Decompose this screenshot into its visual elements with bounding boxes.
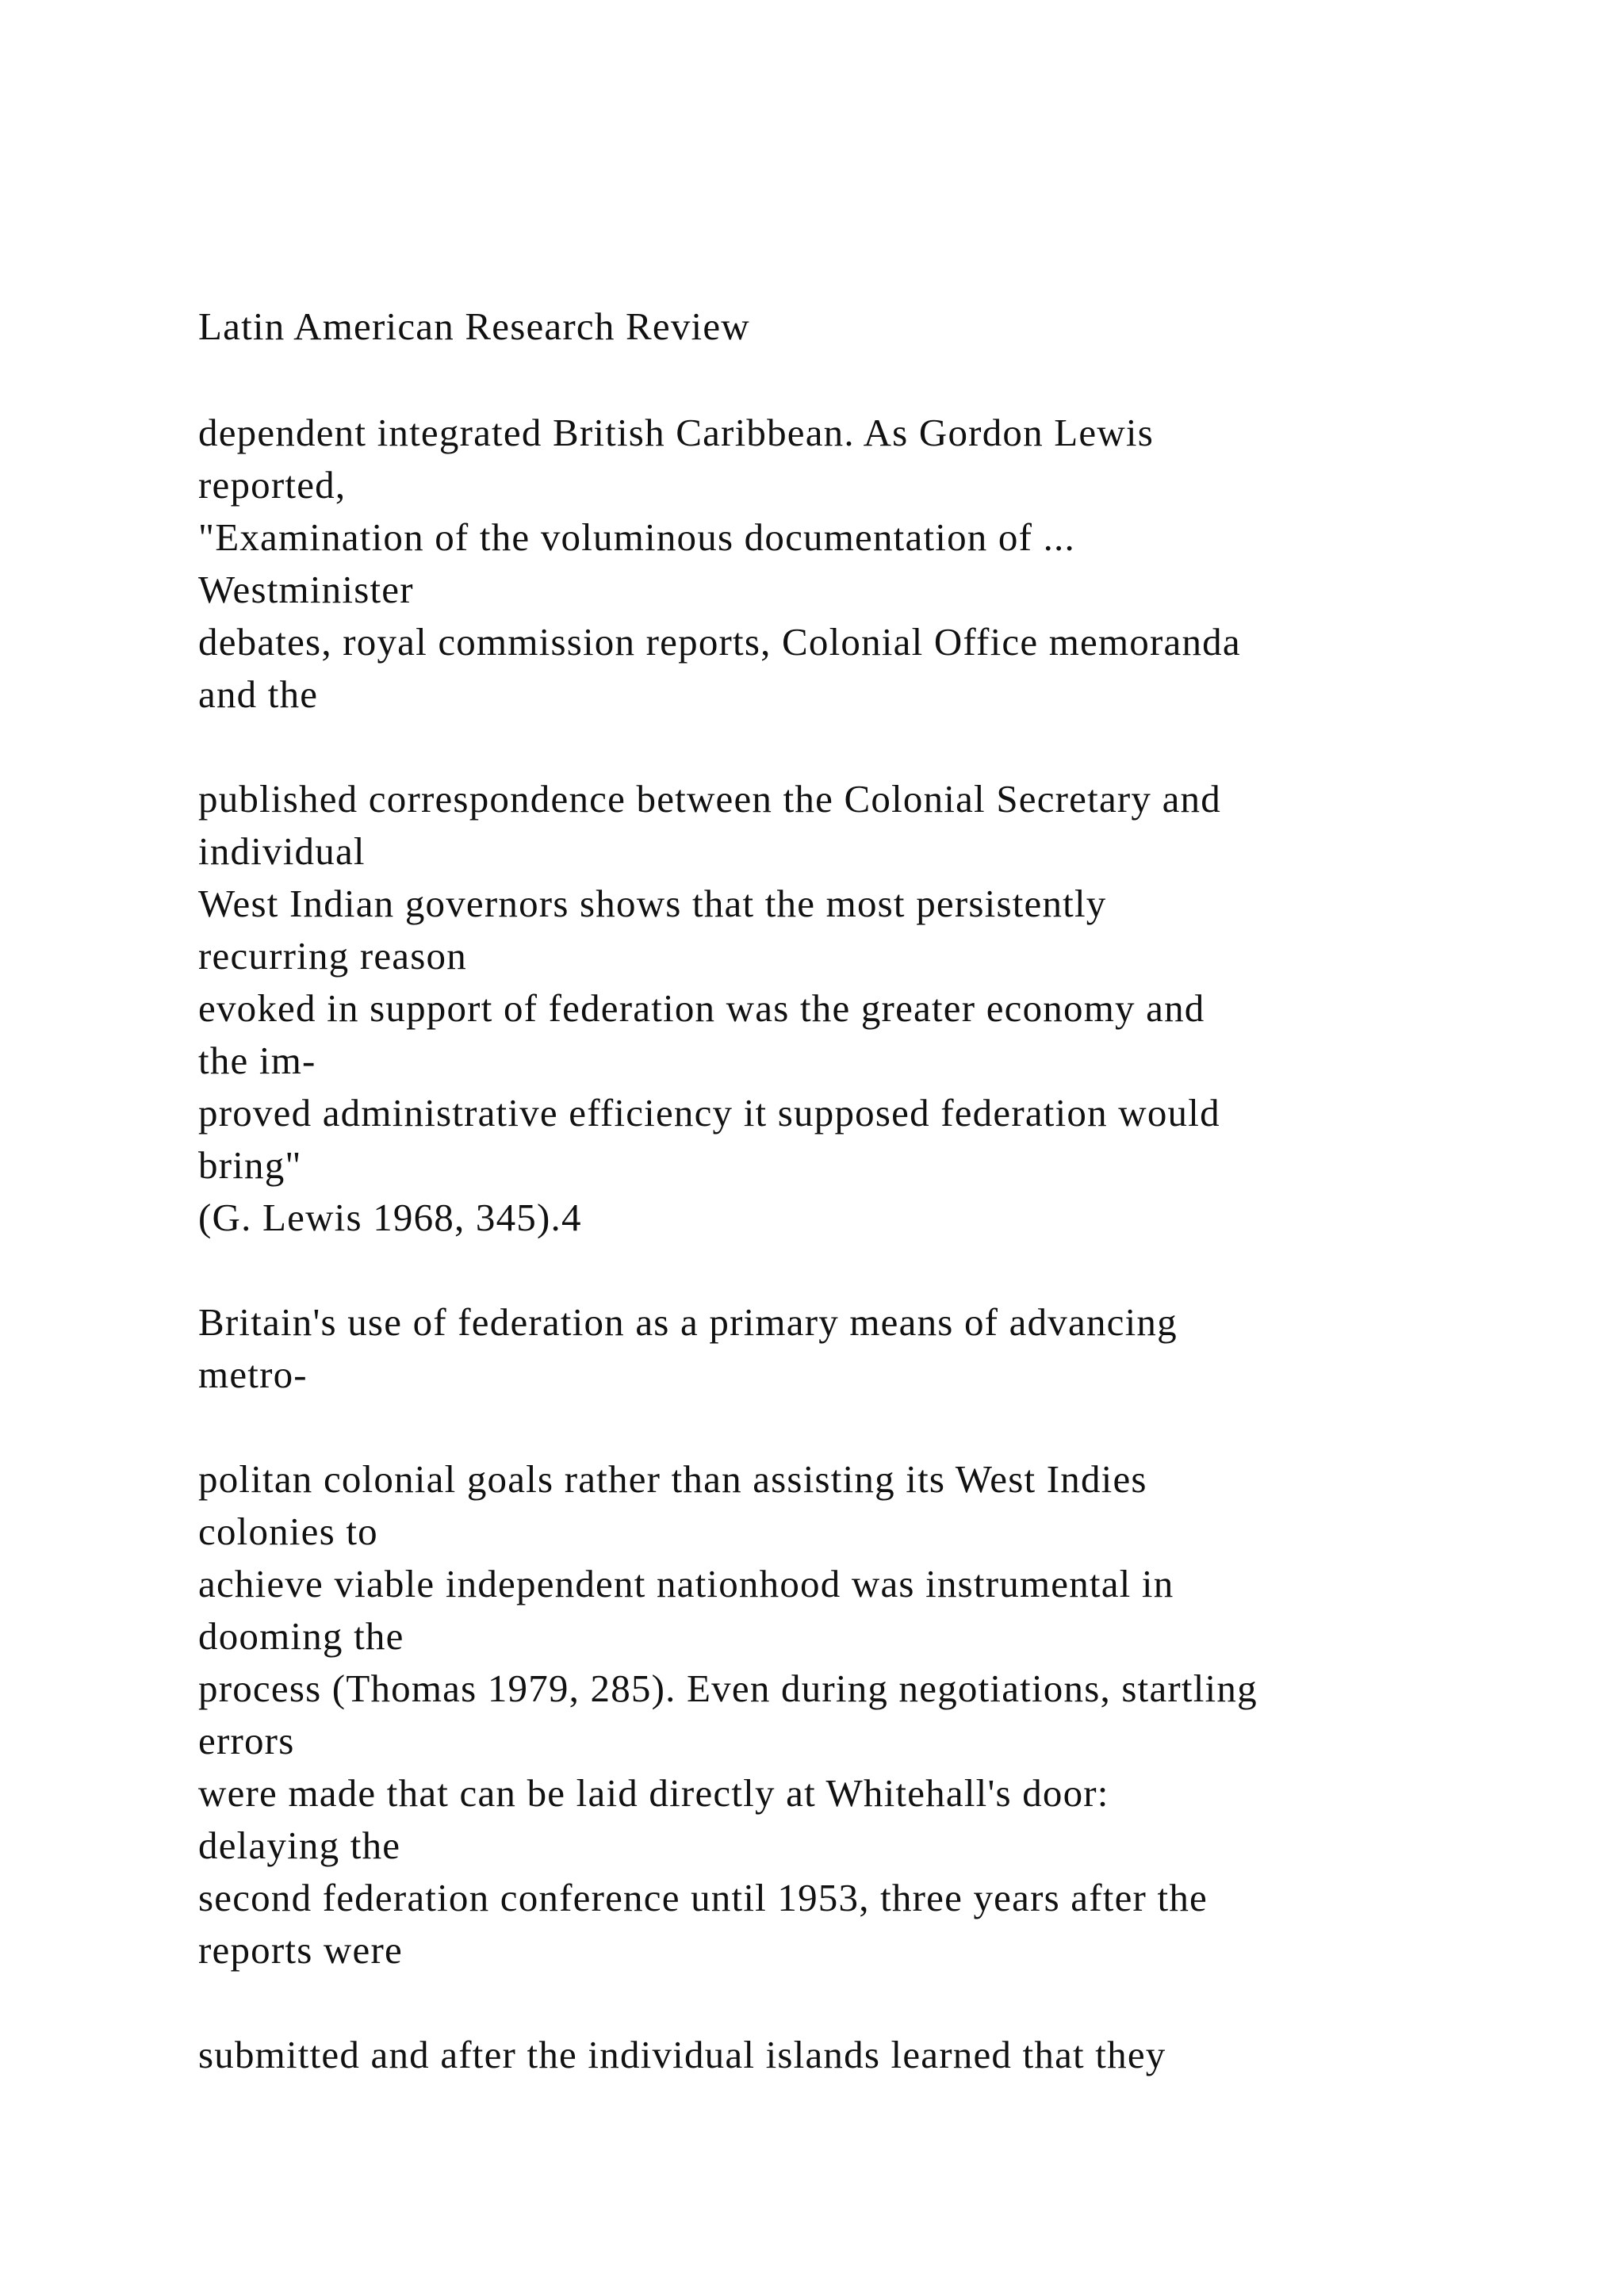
text-line: errors [198,1719,295,1762]
text-line: metro- [198,1353,308,1396]
text-line: West Indian governors shows that the most persistently [198,882,1107,925]
text-line: delaying the [198,1823,401,1867]
text-line: "Examination of the voluminous documentation of ... [198,515,1075,559]
text-line: published correspondence between the Colonial Secretary and [198,777,1221,821]
text-line: politan colonial goals rather than assisting its West Indies [198,1457,1147,1501]
text-line: submitted and after the individual islands learned that they [198,2033,1166,2076]
text-line: bring" [198,1143,302,1187]
text-line: the im- [198,1039,316,1082]
text-line: debates, royal commission reports, Colonial Office memoranda [198,620,1241,664]
text-line: colonies to [198,1510,378,1553]
text-line: Britain's use of federation as a primary means of advancing [198,1300,1178,1344]
text-line: proved administrative efficiency it supposed federation would [198,1091,1220,1135]
text-line: and the [198,672,319,716]
text-line: (G. Lewis 1968, 345).4 [198,1196,582,1239]
text-line: reported, [198,463,347,507]
running-header: Latin American Research Review [198,304,750,348]
text-line: reports were [198,1928,403,1972]
text-line: achieve viable independent nationhood was instrumental in [198,1562,1174,1605]
text-line: dependent integrated British Caribbean. As Gordon Lewis [198,411,1154,454]
text-line: individual [198,829,366,873]
text-line: second federation conference until 1953, three years after the [198,1876,1208,1919]
text-line: dooming the [198,1614,404,1658]
text-line: process (Thomas 1979, 285). Even during negotiations, startling [198,1667,1258,1710]
text-line: were made that can be laid directly at Whitehall's door: [198,1771,1109,1815]
text-line: Westminister [198,568,414,611]
text-line: evoked in support of federation was the greater economy and [198,986,1205,1030]
text-line: recurring reason [198,934,467,978]
